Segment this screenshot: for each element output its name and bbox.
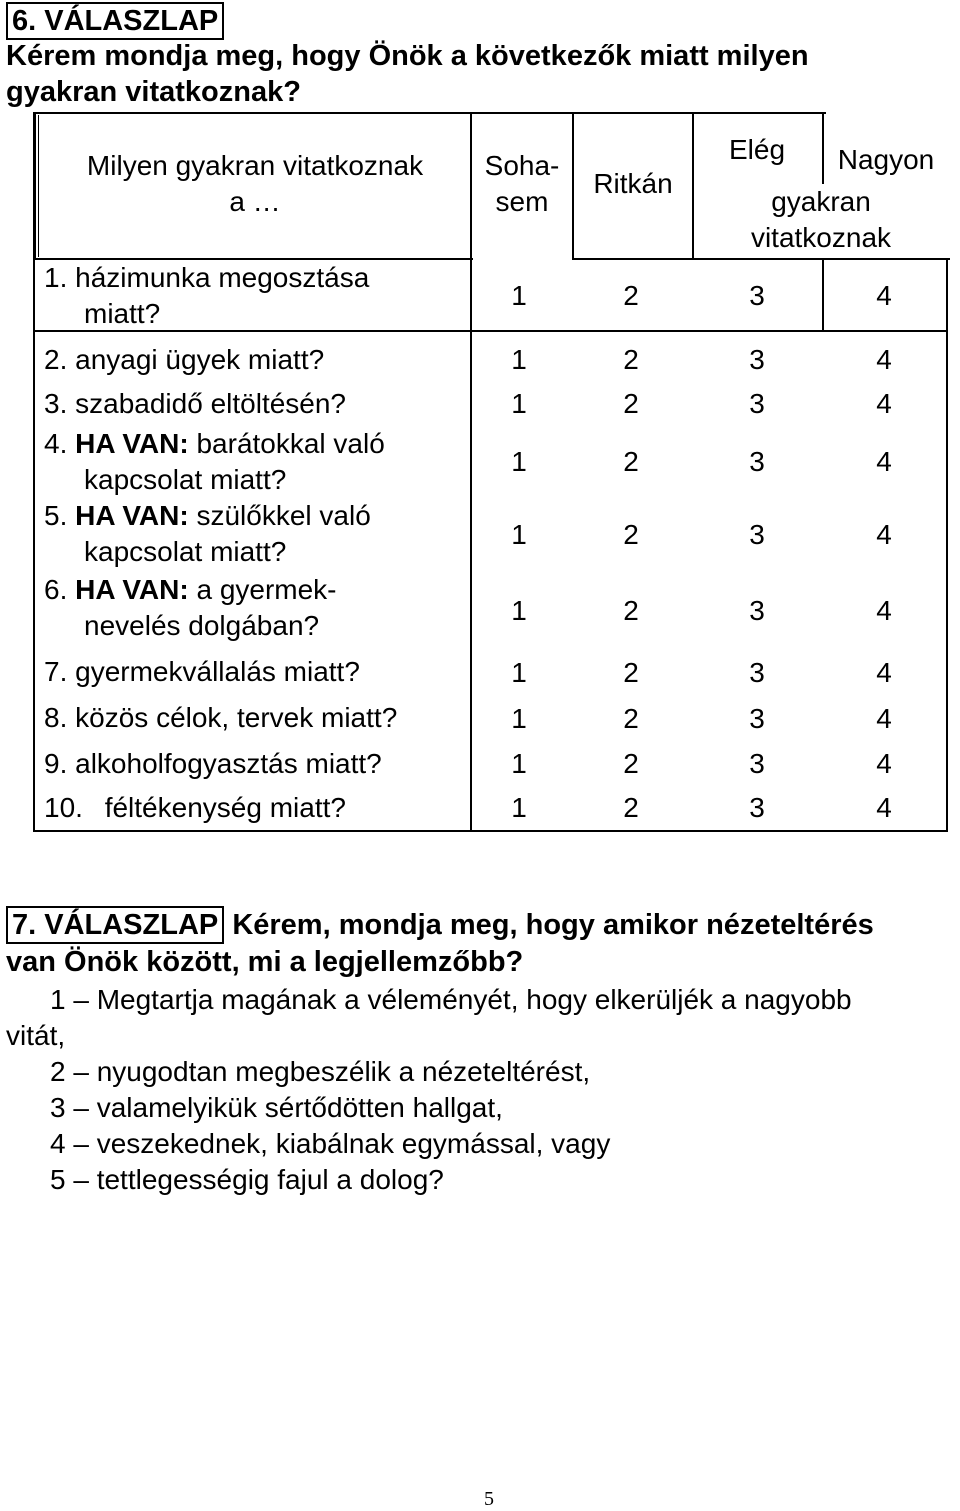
scale-option-3: 3	[749, 280, 765, 311]
scale-option-1: 1	[511, 446, 527, 477]
answer-option: 4 – veszekednek, kiabálnak egymással, vagy	[50, 1128, 611, 1159]
row-condition-prefix: HA VAN:	[75, 500, 197, 531]
header-col-question-line1: Milyen gyakran vitatkoznak	[86, 150, 424, 181]
section6-question-line2: gyakran vitatkoznak?	[6, 76, 301, 108]
scale-option-1: 1	[511, 748, 527, 779]
header-col-quite: Elég	[728, 134, 786, 165]
row-label	[44, 386, 346, 422]
header-col-never	[472, 148, 572, 220]
row-label-line1: szabadidő eltöltésén?	[75, 388, 347, 419]
scale-option-2: 2	[623, 595, 639, 626]
scale-option-4: 4	[876, 519, 892, 550]
row-number: 2.	[44, 344, 76, 375]
row-label	[44, 790, 346, 826]
row-label-line1: gyermekvállalás miatt?	[75, 656, 360, 687]
scale-option-3: 3	[749, 446, 765, 477]
row-label-line1: házimunka megosztása	[75, 262, 370, 293]
scale-option-4: 4	[876, 388, 892, 419]
row-label-line1: féltékenység miatt?	[104, 792, 346, 823]
scale-option-1: 1	[511, 519, 527, 550]
row-condition-prefix: HA VAN:	[75, 574, 197, 605]
section7-tag-box: 7. VÁLASZLAP	[6, 906, 224, 944]
scale-option-4: 4	[876, 280, 892, 311]
header-col-question-line2: a …	[229, 186, 281, 217]
scale-option-2: 2	[623, 280, 639, 311]
header-shared-line1: gyakran	[771, 186, 871, 217]
row-label-line1: anyagi ügyek miatt?	[75, 344, 325, 375]
scale-option-2: 2	[623, 388, 639, 419]
scale-option-4: 4	[876, 657, 892, 688]
scale-option-2: 2	[623, 519, 639, 550]
scale-option-2: 2	[623, 446, 639, 477]
row-number: 4.	[44, 428, 76, 459]
row-number: 5.	[44, 500, 76, 531]
scale-option-3: 3	[749, 792, 765, 823]
row-label-line1: barátokkal való	[196, 428, 385, 459]
header-col-very: Nagyon	[837, 144, 935, 175]
row-label-line2: kapcsolat miatt?	[84, 464, 287, 495]
row-label	[44, 426, 385, 498]
scale-option-4: 4	[876, 344, 892, 375]
section6-tag	[6, 2, 224, 40]
scale-option-1: 1	[511, 388, 527, 419]
row-condition-prefix: HA VAN:	[75, 428, 197, 459]
section6-tag-box: 6. VÁLASZLAP	[6, 2, 224, 40]
answer-option: 5 – tettlegességig fajul a dolog?	[50, 1164, 444, 1195]
section7-question-line2: van Önök között, mi a legjellemzőbb?	[6, 946, 524, 978]
row-number: 6.	[44, 574, 76, 605]
scale-option-2: 2	[623, 657, 639, 688]
header-col-never-line1: Soha-	[484, 150, 560, 181]
row-label-line1: a gyermek-	[196, 574, 337, 605]
row-number: 8.	[44, 702, 76, 733]
scale-option-1: 1	[511, 657, 527, 688]
row-number: 3.	[44, 388, 76, 419]
row-label	[44, 700, 397, 736]
row-label	[44, 654, 360, 690]
page-number: 5	[484, 1488, 494, 1510]
row-label-line1: szülőkkel való	[196, 500, 371, 531]
scale-option-3: 3	[749, 388, 765, 419]
header-shared	[694, 184, 948, 256]
scale-option-4: 4	[876, 446, 892, 477]
scale-option-3: 3	[749, 595, 765, 626]
scale-option-4: 4	[876, 792, 892, 823]
scale-option-2: 2	[623, 344, 639, 375]
section7-question-line1: Kérem, mondja meg, hogy amikor nézeteltérés	[232, 909, 874, 941]
header-col-question	[40, 148, 470, 220]
scale-option-1: 1	[511, 344, 527, 375]
scale-option-3: 3	[749, 657, 765, 688]
header-col-never-line2: sem	[495, 186, 549, 217]
answer-option: 3 – valamelyikük sértődötten hallgat,	[50, 1092, 503, 1123]
row-number: 9.	[44, 748, 76, 779]
row-number: 1.	[44, 262, 76, 293]
scale-option-2: 2	[623, 792, 639, 823]
section6-question-line1: Kérem mondja meg, hogy Önök a következők miatt milyen	[6, 40, 809, 72]
scale-option-3: 3	[749, 519, 765, 550]
header-shared-line2: vitatkoznak	[750, 222, 892, 253]
row-label-line1: közös célok, tervek miatt?	[75, 702, 398, 733]
answer-option: 1 – Megtartja magának a véleményét, hogy elkerüljék a nagyobb	[50, 984, 852, 1015]
row-label-line1: alkoholfogyasztás miatt?	[75, 748, 382, 779]
scale-option-2: 2	[623, 748, 639, 779]
row-label-line2: miatt?	[84, 298, 161, 329]
row-label	[44, 746, 382, 782]
row-number: 7.	[44, 656, 76, 687]
scale-option-4: 4	[876, 595, 892, 626]
row-label	[44, 572, 337, 644]
scale-option-4: 4	[876, 703, 892, 734]
scale-option-1: 1	[511, 703, 527, 734]
answer-option: 2 – nyugodtan megbeszélik a nézeteltérést,	[50, 1056, 591, 1087]
header-col-rarely: Ritkán	[593, 168, 673, 199]
scale-option-2: 2	[623, 703, 639, 734]
scale-option-1: 1	[511, 792, 527, 823]
row-label-line2: kapcsolat miatt?	[84, 536, 287, 567]
section7-heading	[6, 906, 874, 944]
scale-option-3: 3	[749, 703, 765, 734]
row-label	[44, 342, 324, 378]
row-number: 10.	[44, 792, 91, 823]
scale-option-3: 3	[749, 344, 765, 375]
scale-option-3: 3	[749, 748, 765, 779]
row-label	[44, 498, 371, 570]
scale-option-1: 1	[511, 595, 527, 626]
row-label-line2: nevelés dolgában?	[84, 610, 320, 641]
scale-option-4: 4	[876, 748, 892, 779]
scale-option-1: 1	[511, 280, 527, 311]
row-label	[44, 260, 369, 332]
answer-option: vitát,	[6, 1020, 66, 1051]
